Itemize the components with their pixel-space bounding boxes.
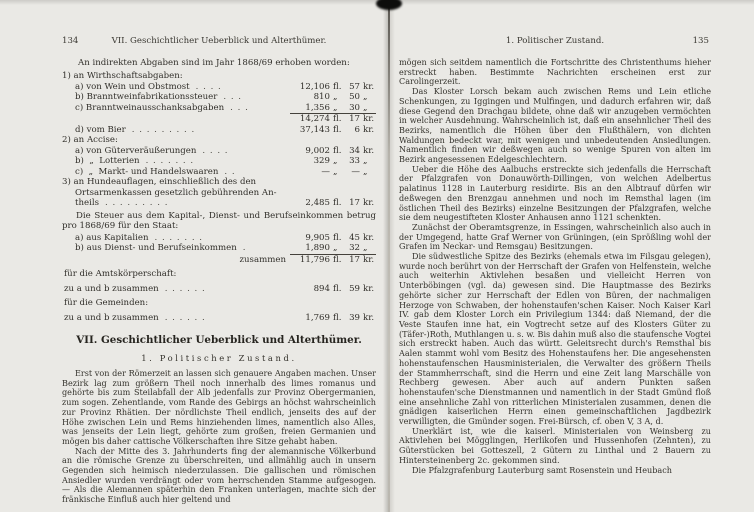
- table-row: [62, 269, 376, 280]
- amount-gulden: —: [321, 166, 330, 177]
- unit-kreuzer: „: [363, 92, 368, 102]
- dot-leader: . . . . . . .: [154, 232, 204, 243]
- row-label: zu a und b zusammen: [64, 283, 159, 294]
- tax-table: [62, 71, 376, 323]
- table-row: [62, 313, 376, 324]
- unit-gulden: „: [333, 156, 338, 166]
- page-number: 135: [692, 36, 709, 46]
- dot-leader: . . . . . .: [164, 312, 206, 323]
- amount-kreuzer: 6: [354, 124, 360, 135]
- gutter-line: [388, 0, 390, 512]
- table-row: [62, 243, 376, 254]
- unit-kreuzer: kr.: [363, 81, 375, 92]
- unit-kreuzer: „: [363, 243, 368, 253]
- table-row: [62, 113, 376, 125]
- amount-kreuzer: 59: [349, 283, 360, 294]
- unit-gulden: fl.: [330, 254, 346, 266]
- page-gutter-shadow: [383, 0, 395, 512]
- table-row: [62, 254, 376, 266]
- table-row: [62, 188, 376, 199]
- unit-kreuzer: kr.: [363, 283, 375, 294]
- table-row: [62, 233, 376, 244]
- table-row: [62, 211, 376, 232]
- unit-kreuzer: „: [363, 166, 368, 177]
- unit-kreuzer: kr.: [363, 145, 375, 156]
- row-label: 1) an Wirthschaftsabgaben:: [62, 71, 183, 81]
- left-page: [62, 0, 376, 505]
- amount-gulden: 329: [313, 156, 330, 166]
- unit-kreuzer: kr.: [363, 312, 375, 323]
- row-label: Ortsarmenkassen gesetzlich gebührenden An-: [75, 187, 277, 198]
- row-label: c) „ Markt- und Handelswaaren: [75, 166, 219, 177]
- table-row: [62, 167, 376, 178]
- dot-leader: . . . . . . .: [145, 156, 195, 166]
- amount-gulden: 1,890: [305, 243, 330, 253]
- amount-gulden: 12,106: [299, 81, 330, 92]
- amount-kreuzer: 34: [349, 145, 360, 156]
- row-label: b) aus Dienst- und Berufseinkommen: [75, 243, 237, 253]
- unit-gulden: fl.: [333, 232, 342, 243]
- row-label: b) Branntweinfabrikationssteuer: [75, 92, 218, 102]
- table-row: [62, 298, 376, 309]
- unit-gulden: fl.: [333, 312, 342, 323]
- paragraph: Zunächst der Oberamtsgrenze, in Essingen, wahrscheinlich also auch in der Umgegend, hatte Graf Werner von Grüningen, (ein Sprößling wohl der Grafen im Neckar- und Remsgau) Besitzungen.: [399, 221, 711, 252]
- subsection-heading: 1. Politischer Zustand.: [141, 353, 297, 363]
- row-label: d) vom Bier: [75, 124, 126, 135]
- row-label: b) „ Lotterien: [75, 156, 140, 166]
- table-row: [62, 103, 376, 114]
- amount-kreuzer: 39: [349, 312, 360, 323]
- paragraph: Erst von der Römerzeit an lassen sich genauere Angaben machen. Unser Bezirk lag zum größern Theil noch innerhalb des limes romanus und gehörte bis zum Steilabfall der Alb jedenfalls zur Provinz Obergermanien, zum sogen. Zehentlande, vom Rande des Gebirgs an höchst wahrscheinlich zur Provinz Rhätien. Der nördlichste Theil endlich, jenseits des auf der Höhe zwischen Lein und Rems hinziehenden limes, namentlich also Alles, was jenseits der Lein liegt, gehörte zum großen, freien Germanien und mögen bis daher cattische Völkerschaften ihre Sitze gehabt haben.: [62, 368, 376, 446]
- amount-gulden: 810: [313, 92, 330, 102]
- dot-leader: . . .: [223, 92, 243, 102]
- right-page: [399, 0, 711, 475]
- table-row: [62, 82, 376, 93]
- amount-kreuzer: 45: [349, 232, 360, 243]
- paragraph: mögen sich seitdem namentlich die Fortschritte des Christenthums hieher erstreckt haben. Bestimmte Nachrichten erscheinen erst zur Carolingerzeit.: [399, 57, 711, 87]
- unit-kreuzer: „: [363, 156, 368, 166]
- table-row: [62, 125, 376, 136]
- paragraph: Nach der Mitte des 3. Jahrhunderts fing der alemannische Völkerbund an die römische Grenze zu überschreiten, und allmählig auch in unsern Gegenden sich heimisch niederzulassen. Die gallischen und römischen Ansiedler wurden verdrängt oder vom herrschenden Stamme aufgesogen. — Als die Alemannen späterhin den Franken unterlagen, machte sich der fränkische Einfluß auch hier geltend und: [62, 445, 376, 505]
- paragraph: Ueber die Höhe des Aalbuchs erstreckte sich jedenfalls die Herrschaft der Pfalzgrafen von Donauwörth-Dillingen, von welchen Adelbertus palatinus 1128 in Lauterburg residirte. Bis an den Albtrauf dürfen wir deßwegen den Brenzgau annehmen und noch im Remsthal lagen (im östlichen Theil des Bezirks) einzelne Besitzungen der Pfalzgrafen, welche sie dem neugestifteten Kloster Anhausen anno 1121 schenkten.: [399, 163, 711, 223]
- amount-kreuzer: 57: [349, 81, 360, 92]
- row-label: a) aus Kapitalien: [75, 232, 149, 243]
- intro-line: An indirekten Abgaben sind im Jahr 1868/69 erhoben worden:: [78, 58, 350, 68]
- amount-gulden: 9,002: [305, 145, 330, 156]
- row-label: a) von Wein und Obstmost: [75, 81, 190, 92]
- paragraph: Unerklärt ist, wie die kaiserl. Ministerialen von Weinsberg zu Aktivlehen bei Mögglingen, Herlikofen und Hussenhofen (Zehnten), zu Güterstücken bei Gotteszell, 2 Gütern zu Linthal und 2 Bauern zu Hintersteinenberg 2c. gekommen sind.: [399, 425, 711, 465]
- row-label: für die Gemeinden:: [64, 298, 149, 308]
- running-head-left: [62, 36, 376, 49]
- left-body-text: [62, 369, 376, 505]
- table-row: [62, 284, 376, 295]
- amount-kreuzer: 50: [349, 92, 360, 102]
- dot-leader: . . .: [230, 102, 249, 113]
- unit-gulden: fl.: [333, 145, 342, 156]
- row-label: Die Steuer aus dem Kapital-, Dienst- und Berufseinkommen betrug pro 1868/69 für den Staat:: [62, 210, 376, 231]
- unit-gulden: „: [333, 92, 338, 102]
- unit-gulden: fl.: [333, 124, 342, 135]
- amount-gulden: 9,905: [305, 232, 330, 243]
- table-row: [62, 198, 376, 209]
- amount-kreuzer: 17: [346, 254, 360, 266]
- row-label: a) von Güterveräußerungen: [75, 145, 197, 156]
- row-label: c) Branntweinausschanksabgaben: [75, 102, 225, 113]
- amount-kreuzer: 30: [349, 102, 360, 113]
- dot-leader: . .: [224, 166, 236, 177]
- amount-gulden: 37,143: [299, 124, 330, 135]
- unit-kreuzer: „: [363, 102, 368, 113]
- dot-leader: . . . . . . . . .: [104, 198, 169, 208]
- amount-gulden: 2,485: [305, 198, 330, 208]
- unit-gulden: fl.: [333, 283, 342, 294]
- table-row: [62, 156, 376, 167]
- dot-leader: . . . . . .: [164, 283, 206, 294]
- unit-gulden: „: [333, 243, 338, 253]
- dot-leader: . . . . . . . . .: [131, 124, 196, 135]
- unit-gulden: fl.: [333, 81, 342, 92]
- page-number: 134: [62, 36, 79, 46]
- table-row: [62, 146, 376, 157]
- unit-kreuzer: kr.: [363, 124, 375, 135]
- row-label: zu a und b zusammen: [64, 312, 159, 323]
- table-row: [62, 135, 376, 146]
- amount-gulden: 1,769: [305, 312, 330, 323]
- unit-gulden: „: [333, 166, 338, 177]
- section-heading: VII. Geschichtlicher Ueberblick und Alterthümer.: [76, 334, 362, 346]
- unit-kreuzer: kr.: [363, 232, 375, 243]
- table-row: [62, 71, 376, 82]
- dot-leader: . . . .: [202, 145, 229, 156]
- unit-gulden: „: [333, 102, 338, 113]
- right-body-text: [399, 58, 711, 475]
- amount-kreuzer: 33: [349, 156, 360, 166]
- amount-kreuzer: 17: [349, 198, 360, 208]
- table-row: [62, 177, 376, 188]
- unit-kreuzer: kr.: [360, 254, 376, 266]
- amount-kreuzer: 17: [346, 113, 360, 125]
- dot-leader: .: [242, 243, 247, 253]
- paragraph: Die Pfalzgrafenburg Lauterburg samt Rosenstein und Heubach: [412, 464, 672, 475]
- paragraph: Das Kloster Lorsch bekam auch zwischen Rems und Lein etliche Schenkungen, zu Iggingen und Mulfingen, und dadurch erfahren wir, daß diese Gegend den Drachgau bildete, ohne daß wir anzugeben vermöchten in welcher Ausdehnung. Wahrscheinlich ist, daß ein ansehnlicher Theil des Bezirks, namentlich die Höhen über den Flußthälern, von dichten Waldungen bedeckt war, mit wenigen und unbedeutenden Ansiedlungen. Namentlich finden wir deßwegen auch so wenige Spuren von alten im Bezirk angesessenen Edelgeschlechtern.: [399, 86, 711, 165]
- amount-gulden: 1,356: [305, 102, 330, 113]
- paragraph: Die südwestliche Spitze des Bezirks (ehemals etwa im Filsgau gelegen), wurde noch berührt von der Herrschaft der Grafen von Helfenstein, welche auch weiterhin Aktivlehen besaßen und vielleicht Herren von Unterböbingen (vgl. da) gewesen sind. Die Hauptmasse des Bezirks gehörte sicher zur Herrschaft der Edlen von Büren, der nachmaligen Herzoge von Schwaben, der hohenstaufen'schen Kaiser. Noch Kaiser Karl IV. gab dem Kloster Lorch ein Privilegium 1344: daß Niemand, der die Veste Staufen inne hat, ein Vogtrecht setze auf des Klosters Güter zu (Täfer-)Roth, Muthlangen u. s. w. Bis dahin muß also die staufensche Vogtei sich erstreckt haben. Auch das württ. Geleitsrecht durch's Remsthal bis Aalen stammt wohl vom Besitz des Hohenstaufens her. Die angesehensten hohenstaufenschen Hausministerialen, die Verwalter des größern Theils der Stammherrschaft, sind die Herrn und eine Zeit lang Marschälle von Rechberg gewesen. Aber auch auf andern Punkten saßen hohenstaufen'sche Dienstmannen und namentlich in der Stadt Gmünd floß eine ansehnliche Zahl von ritterlichen Ministerialen zusammen, denen die gnädigen kaiserlichen Herrn einen gemeinschaftlichen Jagdbezirk verwilligten, die Gmünder sogen. Frei-Bürsch, cf. oben V, 3 A, d.: [399, 251, 711, 427]
- row-label: 3) an Hundeauflagen, einschließlich des den: [62, 177, 257, 187]
- running-header-title: 1. Politischer Zustand.: [505, 36, 605, 46]
- row-label: theils: [75, 198, 99, 208]
- table-row: [62, 92, 376, 103]
- amount-gulden: 894: [313, 283, 330, 294]
- row-label: 2) an Accise:: [62, 135, 118, 145]
- running-head-right: [399, 36, 711, 49]
- amount-gulden: 11,796: [290, 254, 330, 266]
- dot-leader: . . . .: [195, 81, 222, 92]
- amount-kreuzer: —: [351, 166, 360, 177]
- unit-kreuzer: kr.: [363, 198, 375, 208]
- unit-kreuzer: kr.: [360, 113, 376, 125]
- unit-gulden: fl.: [330, 113, 346, 125]
- unit-gulden: fl.: [333, 198, 342, 208]
- amount-kreuzer: 32: [349, 243, 360, 253]
- row-label: zusammen: [239, 254, 286, 265]
- running-header-title: VII. Geschichtlicher Ueberblick und Alterthümer.: [111, 36, 327, 46]
- amount-gulden: 14,274: [290, 113, 330, 125]
- row-label: für die Amtskörperschaft:: [64, 269, 177, 279]
